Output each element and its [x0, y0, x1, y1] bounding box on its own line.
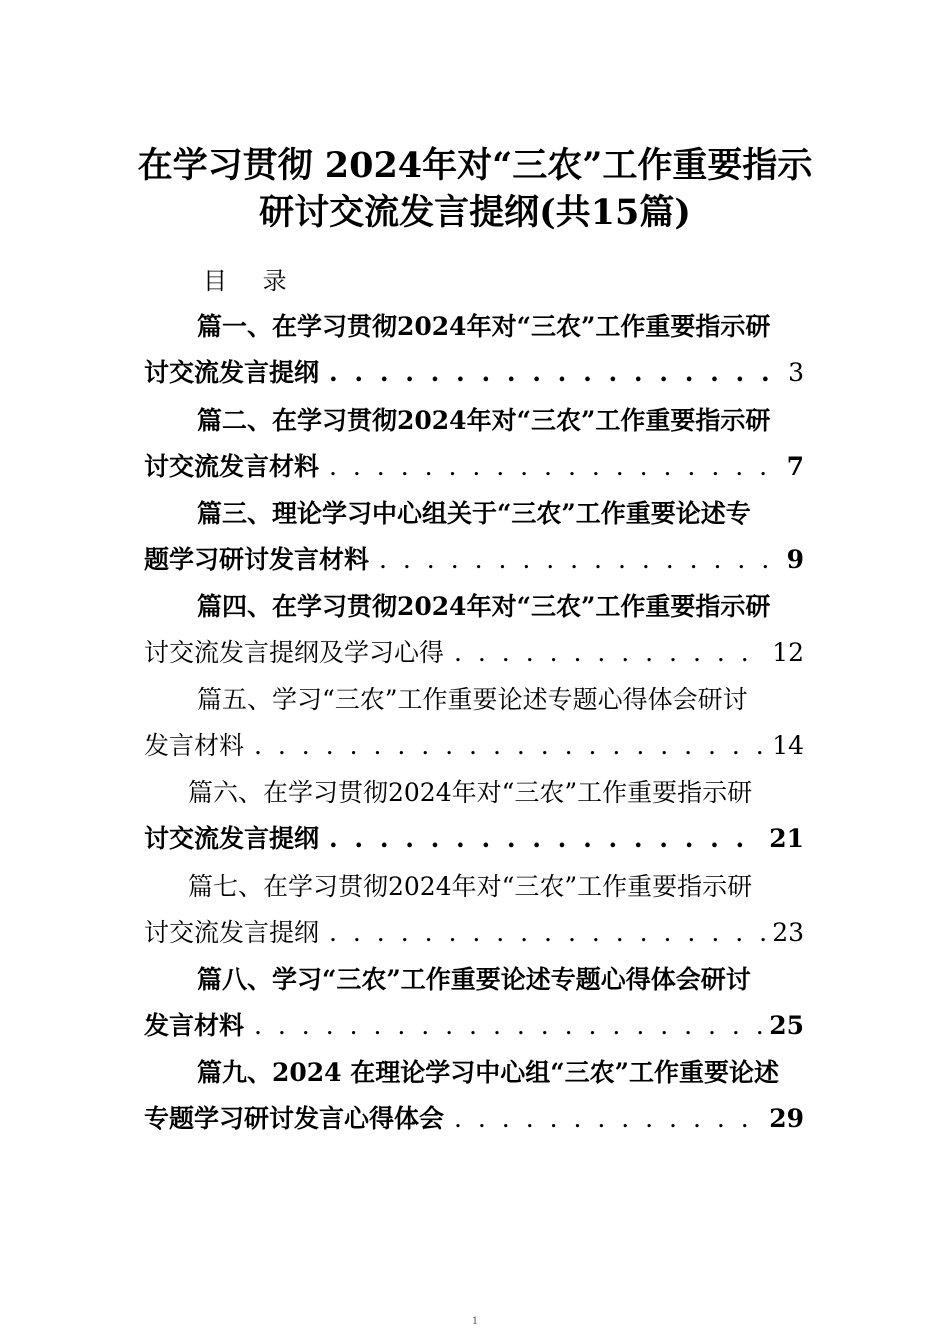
toc-entry-9-continuation — [144, 1102, 804, 1136]
toc-entry-3-page: 9 — [786, 545, 804, 574]
toc-entry-3-continuation — [144, 543, 804, 577]
toc-entry-8-page: 25 — [769, 1011, 804, 1040]
page-number: 1 — [471, 1316, 479, 1327]
toc-heading: 目 录 — [203, 267, 301, 295]
toc-entry-9-title: 篇九、2024 在理论学习中心组“三农”工作重要论述 — [197, 1058, 780, 1087]
toc-entry-1-page: 3 — [788, 358, 804, 387]
toc-entry-6-title: 篇六、在学习贯彻2024年对“三农”工作重要指示研 — [188, 778, 753, 807]
toc-entry-7-continuation — [144, 916, 804, 950]
toc-entry-5-text: 发言材料 — [144, 731, 245, 760]
toc-entry-5-page: 14 — [772, 731, 804, 760]
toc-entry-7-leader — [329, 916, 766, 950]
toc-entry-3-text: 题学习研讨发言材料 — [144, 545, 370, 574]
toc-entry-1-continuation — [144, 356, 804, 390]
toc-entry-8-continuation — [144, 1009, 804, 1043]
toc-entry-6-text: 讨交流发言提纲 — [144, 824, 320, 853]
toc-entry-4-title: 篇四、在学习贯彻2024年对“三农”工作重要指示研 — [197, 592, 771, 621]
document-title-line2: 研讨交流发言提纲(共15篇) — [259, 192, 691, 233]
toc-entry-4-leader — [454, 636, 766, 670]
document-title-line1: 在学习贯彻 2024年对“三农”工作重要指示 — [137, 145, 813, 186]
toc-entry-1-text: 讨交流发言提纲 — [144, 358, 320, 387]
toc-entry-2-title: 篇二、在学习贯彻2024年对“三农”工作重要指示研 — [197, 406, 771, 435]
toc-entry-3-leader — [379, 543, 774, 577]
toc-entry-4-page: 12 — [772, 638, 804, 667]
toc-entry-9-leader — [454, 1102, 763, 1136]
toc-entry-7-text: 讨交流发言提纲 — [144, 918, 320, 947]
toc-entry-4-text: 讨交流发言提纲及学习心得 — [144, 638, 445, 667]
toc-entry-6-continuation — [144, 822, 804, 856]
toc-entry-2-page: 7 — [786, 452, 804, 481]
toc-entry-2-text: 讨交流发言材料 — [144, 452, 320, 481]
toc-entry-2-leader — [329, 450, 774, 484]
toc-entry-9-text: 专题学习研讨发言心得体会 — [144, 1104, 445, 1133]
toc-entry-4-continuation — [144, 636, 804, 670]
toc-entry-5-continuation — [144, 729, 804, 763]
toc-entry-5-leader — [254, 729, 766, 763]
toc-entry-1-title: 篇一、在学习贯彻2024年对“三农”工作重要指示研 — [197, 312, 771, 341]
toc-entry-9-page: 29 — [769, 1104, 804, 1133]
toc-entry-5-title: 篇五、学习“三农”工作重要论述专题心得体会研讨 — [197, 685, 748, 714]
toc-entry-3-title: 篇三、理论学习中心组关于“三农”工作重要论述专 — [197, 499, 751, 528]
toc-entry-2-continuation — [144, 450, 804, 484]
toc-entry-6-page: 21 — [769, 824, 804, 853]
toc-entry-7-page: 23 — [772, 918, 804, 947]
toc-entry-7-title: 篇七、在学习贯彻2024年对“三农”工作重要指示研 — [188, 872, 753, 901]
toc-entry-8-text: 发言材料 — [144, 1011, 245, 1040]
toc-entry-6-leader — [329, 822, 763, 856]
toc-entry-8-title: 篇八、学习“三农”工作重要论述专题心得体会研讨 — [197, 965, 751, 994]
toc-entry-1-leader — [329, 356, 774, 390]
toc-entry-8-leader — [254, 1009, 763, 1043]
